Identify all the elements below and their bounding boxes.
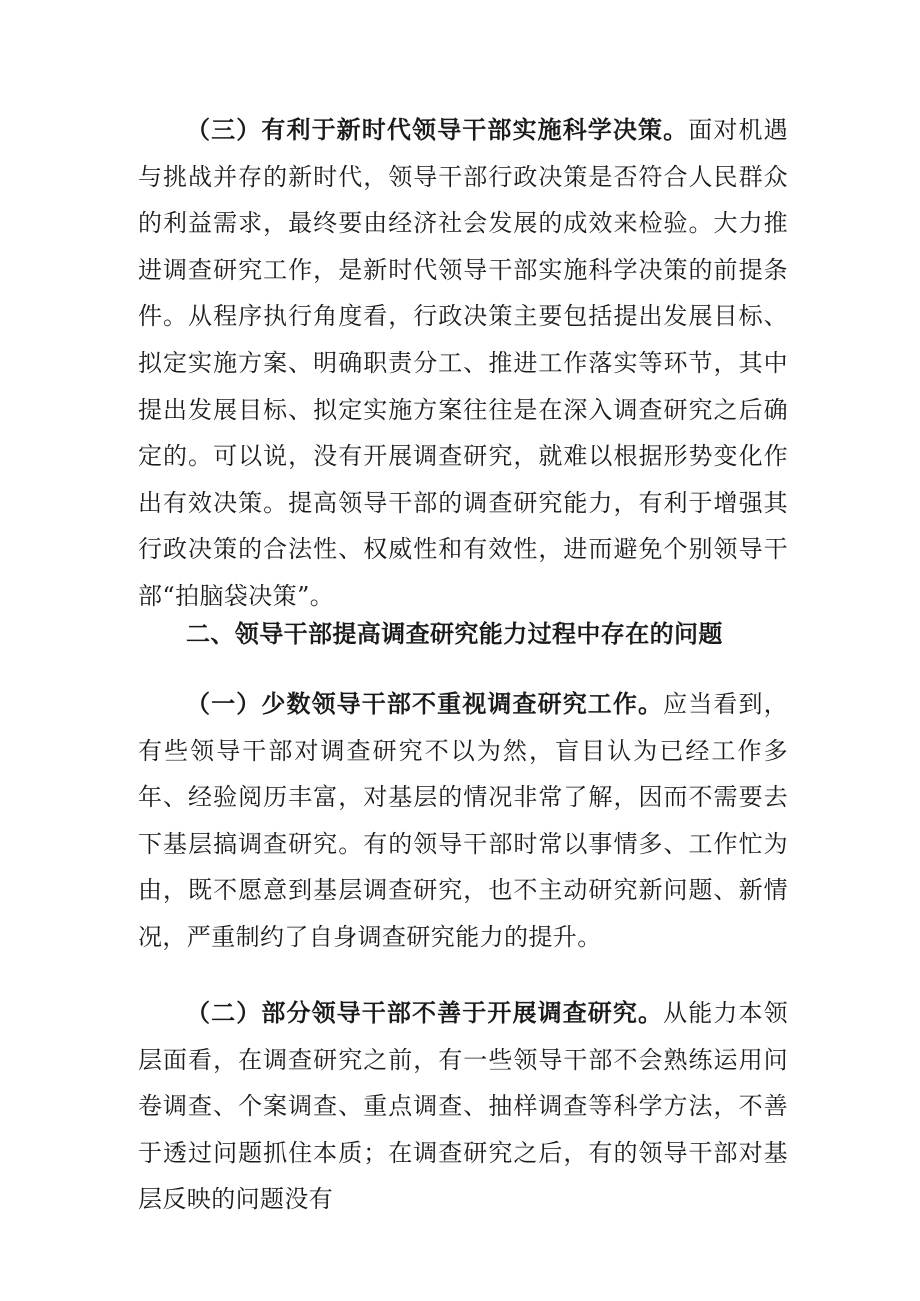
section-heading: 二、领导干部提高调查研究能力过程中存在的问题 xyxy=(186,619,723,648)
paragraph-lead-heading: （一）少数领导干部不重视调查研究工作。 xyxy=(186,689,664,718)
paragraph-not-skilled-research xyxy=(138,990,788,1223)
paragraph-decision-making xyxy=(138,107,788,620)
paragraph-body-text: 面对机遇与挑战并存的新时代，领导干部行政决策是否符合人民群众的利益需求，最终要由经济社会发展的成效来检验。大力推进调查研究工作，是新时代领导干部实施科学决策的前提条件。从程序执行角度看，行政决策主要包括提出发展目标、拟定实施方案、明确职责分工、推进工作落实等环节，其中提出发展目标、拟定实施方案往往是在深入调查研究之后确定的。可以说，没有开展调查研究，就难以根据形势变化作出有效决策。提高领导干部的调查研究能力，有利于增强其行政决策的合法性、权威性和有效性，进而避免个别领导干部“拍脑袋决策”。 xyxy=(138,116,789,610)
paragraph-lead-heading: （三）有利于新时代领导干部实施科学决策。 xyxy=(186,115,689,144)
paragraph-body-text: 从能力本领层面看，在调查研究之前，有一些领导干部不会熟练运用问卷调查、个案调查、重点调查、抽样调查等科学方法，不善于透过问题抓住本质；在调查研究之后，有的领导干部对基层反映的问题没有 xyxy=(138,999,788,1214)
paragraph-not-valuing-research xyxy=(138,681,788,961)
paragraph-lead-heading: （二）部分领导干部不善于开展调查研究。 xyxy=(186,998,664,1027)
paragraph-body-text: 应当看到，有些领导干部对调查研究不以为然，盲目认为已经工作多年、经验阅历丰富，对基层的情况非常了解，因而不需要去下基层搞调查研究。有的领导干部时常以事情多、工作忙为由，既不愿意到基层调查研究，也不主动研究新问题、新情况，严重制约了自身调查研究能力的提升。 xyxy=(138,690,788,951)
